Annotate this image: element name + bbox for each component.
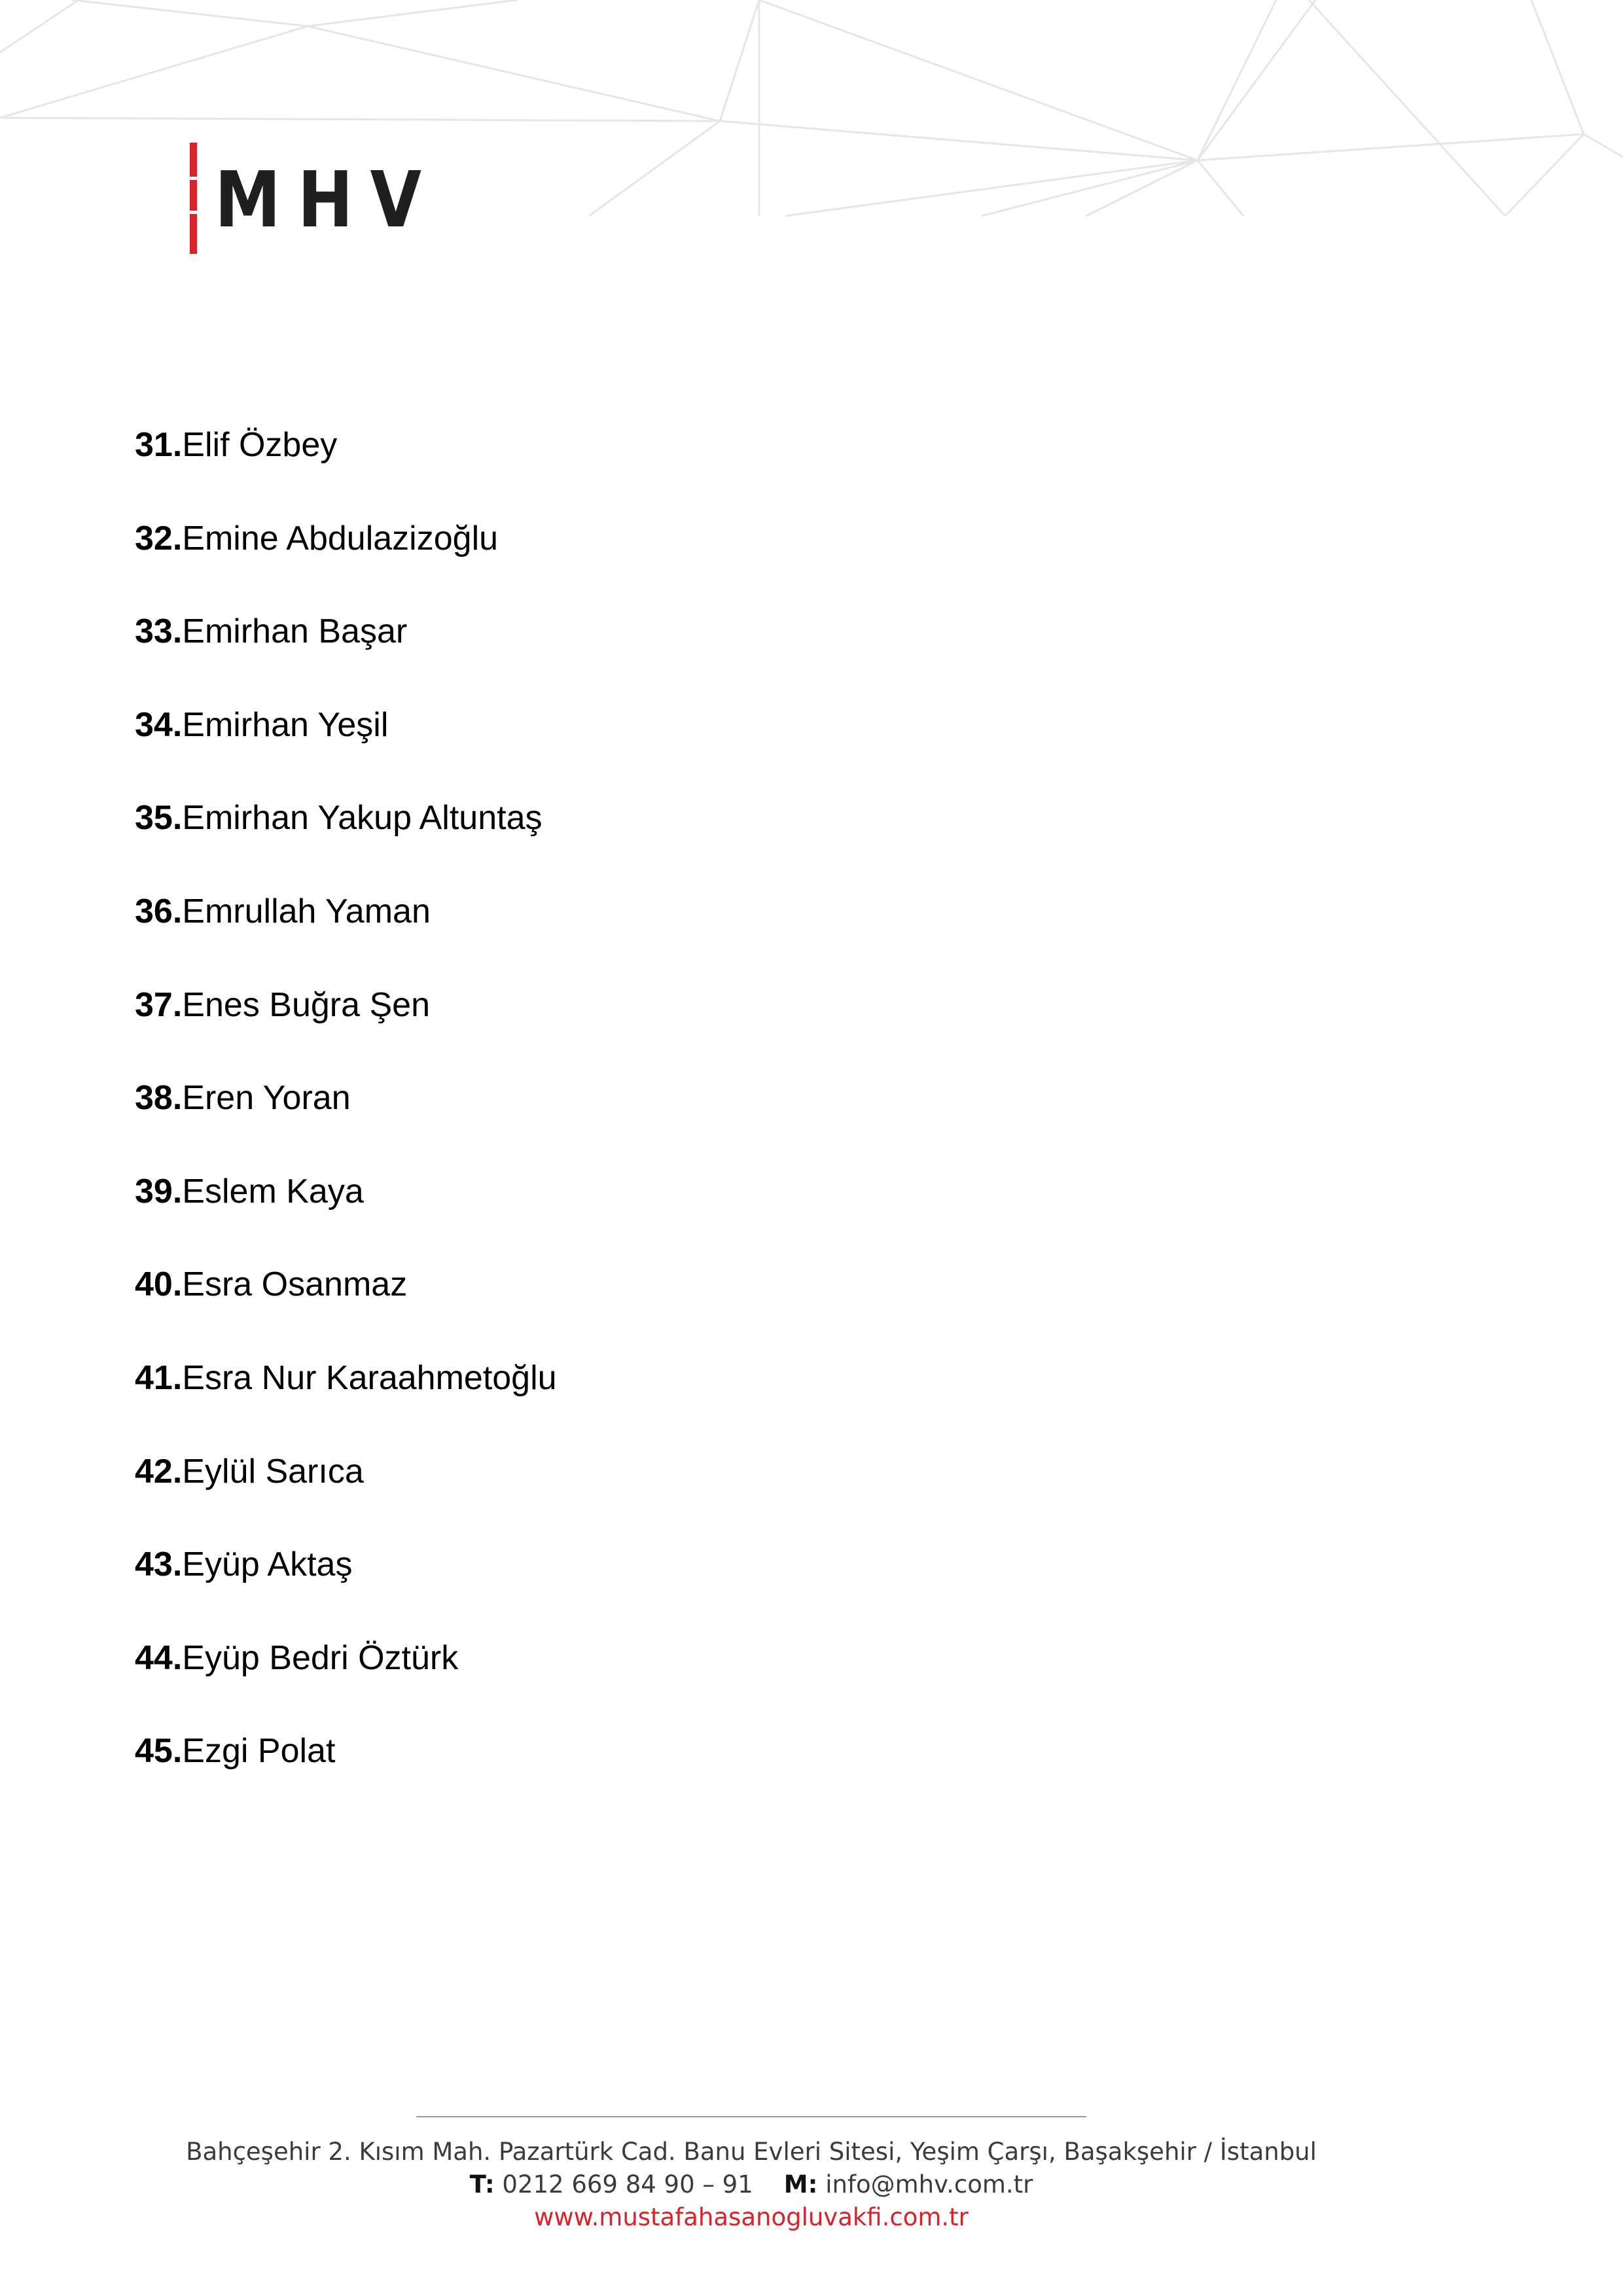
- list-item: [135, 1632, 557, 1725]
- list-item: [135, 979, 557, 1072]
- list-item: [135, 1445, 557, 1539]
- list-item: [135, 792, 557, 885]
- item-number: 37.: [135, 985, 183, 1024]
- list-item: [135, 605, 557, 699]
- item-number: 34.: [135, 705, 183, 744]
- item-number: 41.: [135, 1358, 183, 1397]
- item-number: 32.: [135, 519, 183, 557]
- footer-contact: [0, 2168, 1503, 2201]
- item-number: 42.: [135, 1452, 183, 1491]
- phone-label: T:: [469, 2170, 495, 2199]
- item-name: Elif Özbey: [182, 426, 338, 464]
- list-item: [135, 1258, 557, 1352]
- website-link[interactable]: www.mustafahasanogluvakfi.com.tr: [534, 2203, 969, 2231]
- phone-number: 0212 669 84 90 – 91: [502, 2170, 753, 2199]
- item-number: 31.: [135, 426, 183, 464]
- item-number: 45.: [135, 1732, 183, 1771]
- item-name: Emirhan Yeşil: [182, 705, 389, 744]
- item-number: 44.: [135, 1638, 183, 1677]
- item-number: 43.: [135, 1545, 183, 1584]
- item-name: Esra Nur Karaahmetoğlu: [182, 1358, 557, 1397]
- item-name: Eren Yoran: [182, 1079, 351, 1118]
- item-name: Emirhan Yakup Altuntaş: [182, 799, 543, 838]
- item-name: Enes Buğra Şen: [182, 985, 430, 1024]
- mail-label: M:: [783, 2170, 818, 2199]
- item-number: 35.: [135, 799, 183, 838]
- list-item: [135, 1725, 557, 1818]
- footer: [0, 2136, 1503, 2234]
- footer-address: Bahçeşehir 2. Kısım Mah. Pazartürk Cad. Banu Evleri Sitesi, Yeşim Çarşı, Başakşehir / İstanbul: [186, 2138, 1317, 2166]
- email-address: info@mhv.com.tr: [825, 2170, 1033, 2199]
- list-item: [135, 1072, 557, 1165]
- item-name: Eylül Sarıca: [182, 1452, 364, 1491]
- item-number: 40.: [135, 1265, 183, 1304]
- mhv-logo: [190, 143, 438, 258]
- list-item: [135, 885, 557, 979]
- list-item: [135, 419, 557, 512]
- item-name: Ezgi Polat: [182, 1732, 336, 1771]
- item-name: Emine Abdulazizoğlu: [182, 519, 499, 557]
- list-item: [135, 512, 557, 606]
- item-name: Esra Osanmaz: [182, 1265, 408, 1304]
- item-name: Eslem Kaya: [182, 1172, 364, 1210]
- participant-name-list: [135, 419, 557, 1818]
- item-number: 36.: [135, 892, 183, 930]
- logo-text: MHV: [215, 154, 438, 245]
- logo-red-bar: [190, 143, 197, 254]
- item-name: Emirhan Başar: [182, 612, 408, 651]
- list-item: [135, 1352, 557, 1445]
- footer-divider: [416, 2116, 1086, 2117]
- list-item: [135, 699, 557, 792]
- item-name: Eyüp Aktaş: [182, 1545, 353, 1584]
- item-number: 39.: [135, 1172, 183, 1210]
- item-number: 38.: [135, 1079, 183, 1118]
- item-name: Emrullah Yaman: [182, 892, 431, 930]
- item-number: 33.: [135, 612, 183, 651]
- list-item: [135, 1538, 557, 1632]
- item-name: Eyüp Bedri Öztürk: [182, 1638, 459, 1677]
- list-item: [135, 1165, 557, 1259]
